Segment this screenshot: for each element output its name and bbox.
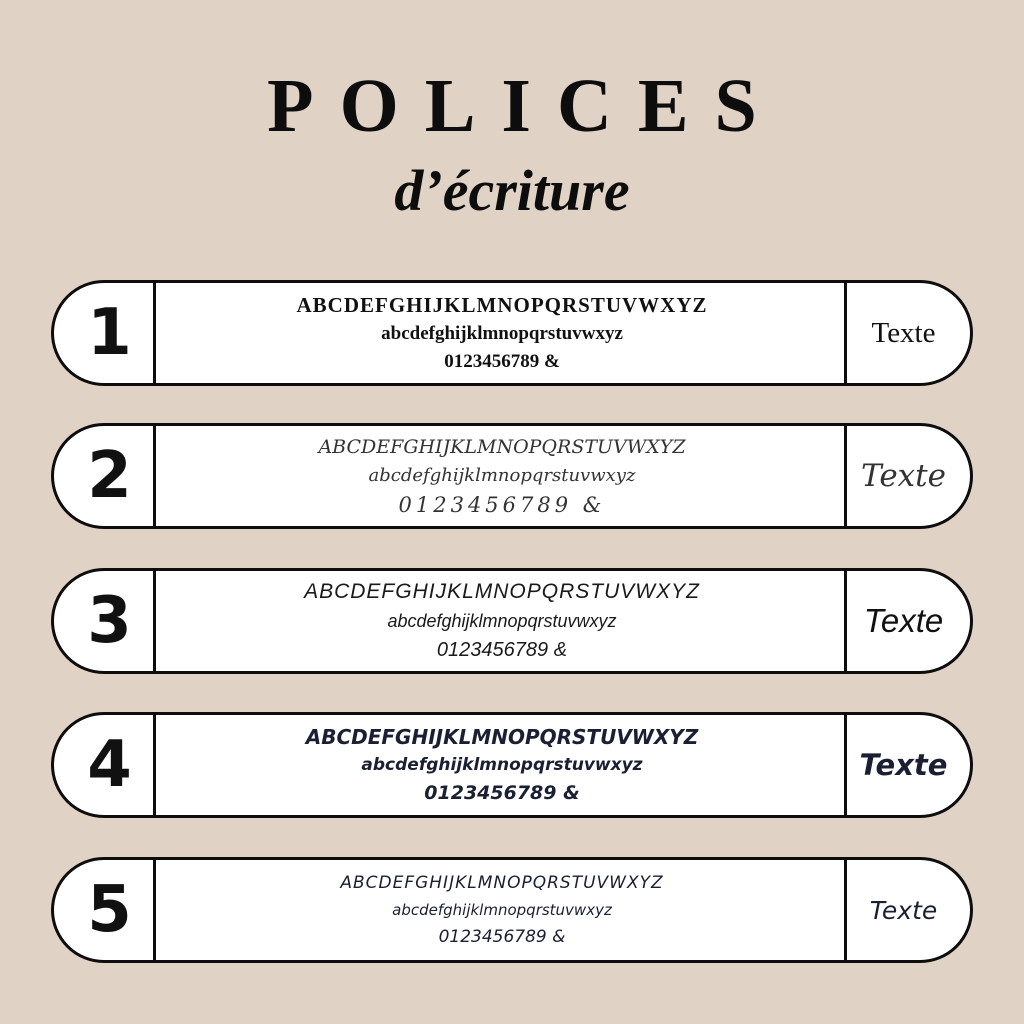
sample-lowercase: abcdefghijklmnopqrstuvwxyz <box>392 901 612 919</box>
font-option-4[interactable] <box>51 712 973 818</box>
font-number: 1 <box>54 283 156 383</box>
font-sample <box>156 283 848 383</box>
page-title: POLICES <box>267 64 783 148</box>
sample-digits: 0123456789 & <box>444 351 560 372</box>
font-option-3[interactable] <box>51 568 973 674</box>
sample-uppercase: ABCDEFGHIJKLMNOPQRSTUVWXYZ <box>305 725 699 749</box>
sample-uppercase: ABCDEFGHIJKLMNOPQRSTUVWXYZ <box>296 293 708 317</box>
sample-lowercase: abcdefghijklmnopqrstuvwxyz <box>368 465 636 486</box>
font-sample <box>156 426 848 526</box>
sample-uppercase: ABCDEFGHIJKLMNOPQRSTUVWXYZ <box>318 436 686 458</box>
sample-lowercase: abcdefghijklmnopqrstuvwxyz <box>381 323 623 344</box>
sample-uppercase: ABCDEFGHIJKLMNOPQRSTUVWXYZ <box>340 873 664 893</box>
sample-digits: 0123456789 & <box>398 493 606 517</box>
font-sample <box>156 860 848 960</box>
font-sample <box>156 715 848 815</box>
font-example-text: Texte <box>844 715 970 815</box>
sample-digits: 0123456789 & <box>438 927 566 947</box>
font-example-text: Texte <box>844 860 970 960</box>
sample-lowercase: abcdefghijklmnopqrstuvwxyz <box>361 755 643 775</box>
font-sample <box>156 571 848 671</box>
font-option-5[interactable] <box>51 857 973 963</box>
font-number: 4 <box>54 715 156 815</box>
sample-lowercase: abcdefghijklmnopqrstuvwxyz <box>387 611 617 631</box>
sample-digits: 0123456789 & <box>436 639 568 661</box>
page-subtitle: d’écriture <box>394 158 630 223</box>
font-example-text: Texte <box>844 283 970 383</box>
font-number: 3 <box>54 571 156 671</box>
font-option-2[interactable] <box>51 423 973 529</box>
font-example-text: Texte <box>844 571 970 671</box>
font-number: 5 <box>54 860 156 960</box>
font-number: 2 <box>54 426 156 526</box>
font-option-1[interactable] <box>51 280 973 386</box>
sample-uppercase: ABCDEFGHIJKLMNOPQRSTUVWXYZ <box>304 580 700 603</box>
font-example-text: Texte <box>844 426 970 526</box>
sample-digits: 0123456789 & <box>424 782 580 804</box>
